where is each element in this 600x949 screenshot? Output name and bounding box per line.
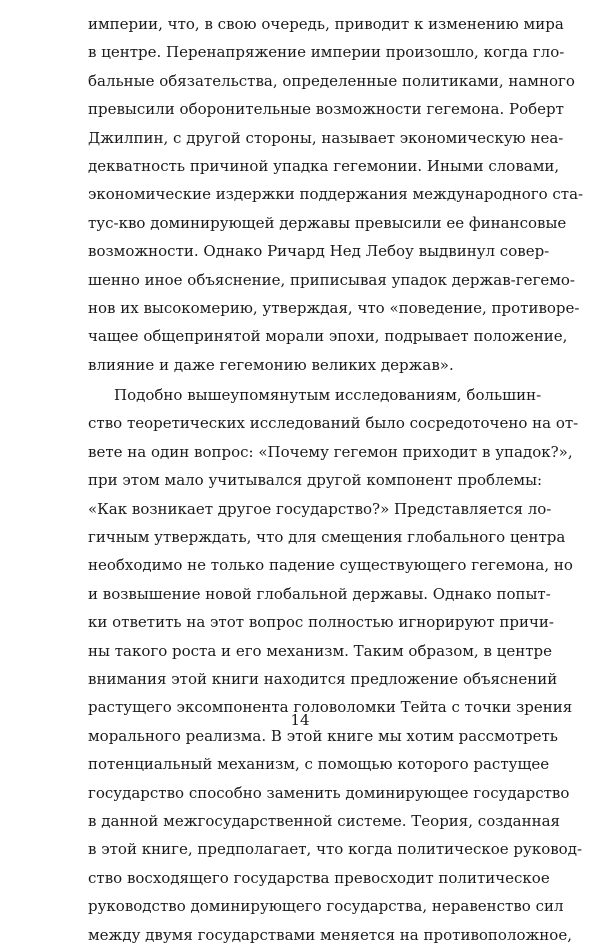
text-line: и возвышение новой глобальной державы. Однако попыт- [88,584,551,603]
text-line: ны такого роста и его механизм. Таким образом, в центре [88,641,552,660]
text-line: потенциальный механизм, с помощью которого растущее [88,755,550,774]
text-line: при этом мало учитывался другой компонент проблемы: [88,471,543,490]
text-line: шенно иное объяснение, приписывая упадок держав-гегемо- [88,270,575,289]
text-line: Подобно вышеупомянутым исследованиям, большин- [114,386,542,405]
text-line: превысили оборонительные возможности гегемона. Роберт [88,100,564,119]
text-line: внимания этой книги находится предложение объяснений [88,669,558,688]
text-line: Джилпин, с другой стороны, называет экономическую неа- [88,128,564,147]
text-line: «Как возникает другое государство?» Представляется ло- [88,499,552,518]
page-number: 14 [290,711,310,729]
text-line: руководство доминирующего государства, неравенство сил [88,897,564,916]
text-line: ки ответить на этот вопрос полностью игнорируют причи- [88,613,554,632]
text-line: ство теоретических исследований было сосредоточено на от- [88,414,579,433]
text-line: в данной межгосударственной системе. Теория, созданная [88,811,560,830]
text-line: морального реализма. В этой книге мы хотим рассмотреть [88,726,558,745]
text-line: империи, что, в свою очередь, приводит к изменению мира [88,15,564,33]
text-line: гичным утверждать, что для смещения глобального центра [88,528,566,547]
text-line: государство способно заменить доминирующее государство [88,783,570,802]
text-line: экономические издержки поддержания международного ста- [88,185,584,204]
text-line: декватность причиной упадка гегемонии. Иными словами, [88,156,560,175]
body-text [88,10,584,949]
text-line: растущего эксомпонента головоломки Тейта с точки зрения [88,698,573,717]
text-line: в этой книге, предполагает, что когда политическое руковод- [88,840,583,859]
text-line: тус-кво доминирующей державы превысили ее финансовые [88,213,567,232]
text-line: между двумя государствами меняется на противоположное, [88,925,572,944]
text-line: возможности. Однако Ричард Нед Лебоу выдвинул совер- [88,242,550,261]
text-line: в центре. Перенапряжение империи произошло, когда гло- [88,43,565,62]
text-line: чащее общепринятой морали эпохи, подрывает положение, [88,327,568,346]
text-line: нов их высокомерию, утверждая, что «поведение, противоре- [88,298,580,317]
text-line: ство восходящего государства превосходит политическое [88,868,550,887]
text-line: бальные обязательства, определенные политиками, намного [88,71,575,90]
text-line: влияние и даже гегемонию великих держав». [88,355,454,374]
text-line: необходимо не только падение существующего гегемона, но [88,556,573,575]
text-line: вете на один вопрос: «Почему гегемон приходит в упадок?», [88,442,573,461]
